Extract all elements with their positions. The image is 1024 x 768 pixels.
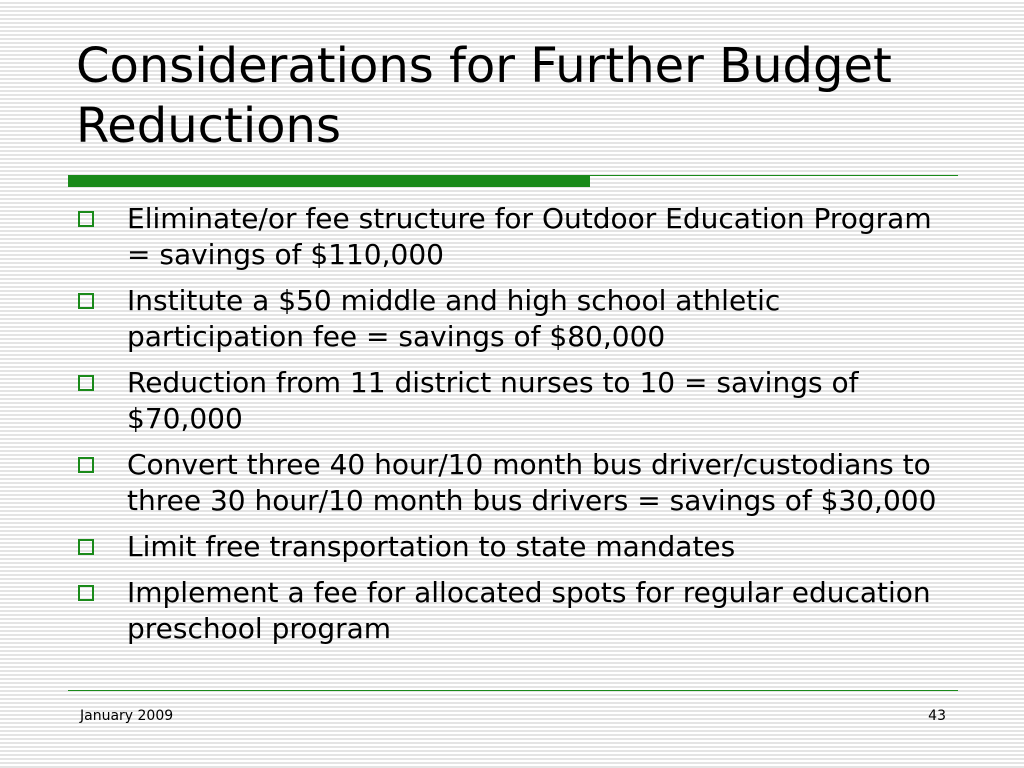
bullet-item-preschool-fee (76, 575, 956, 647)
hollow-square-bullet-icon (78, 585, 94, 601)
bullet-text: Eliminate/or fee structure for Outdoor Education Program = savings of $110,000 (127, 202, 932, 271)
hollow-square-bullet-icon (78, 211, 94, 227)
footer-divider-line (68, 690, 958, 691)
hollow-square-bullet-icon (78, 375, 94, 391)
bullet-item-transportation (76, 529, 956, 565)
title-accent-bar (68, 176, 590, 187)
bullet-text: Reduction from 11 district nurses to 10 = savings of $70,000 (127, 366, 859, 435)
bullet-item-bus-drivers (76, 447, 956, 519)
bullet-item-outdoor-education (76, 201, 956, 273)
hollow-square-bullet-icon (78, 293, 94, 309)
bullet-text: Limit free transportation to state mandates (127, 530, 736, 563)
hollow-square-bullet-icon (78, 539, 94, 555)
page-number: 43 (928, 708, 946, 724)
footer-date: January 2009 (80, 708, 174, 724)
bullet-list (76, 201, 956, 657)
bullet-text: Implement a fee for allocated spots for regular education preschool program (127, 576, 931, 645)
bullet-item-nurses (76, 365, 956, 437)
bullet-text: Convert three 40 hour/10 month bus driver/custodians to three 30 hour/10 month bus drivers = savings of $30,000 (127, 448, 937, 517)
bullet-text: Institute a $50 middle and high school athletic participation fee = savings of $80,000 (127, 284, 781, 353)
slide-title: Considerations for Further Budget Reductions (76, 38, 892, 154)
bullet-item-athletic-fee (76, 283, 956, 355)
hollow-square-bullet-icon (78, 457, 94, 473)
